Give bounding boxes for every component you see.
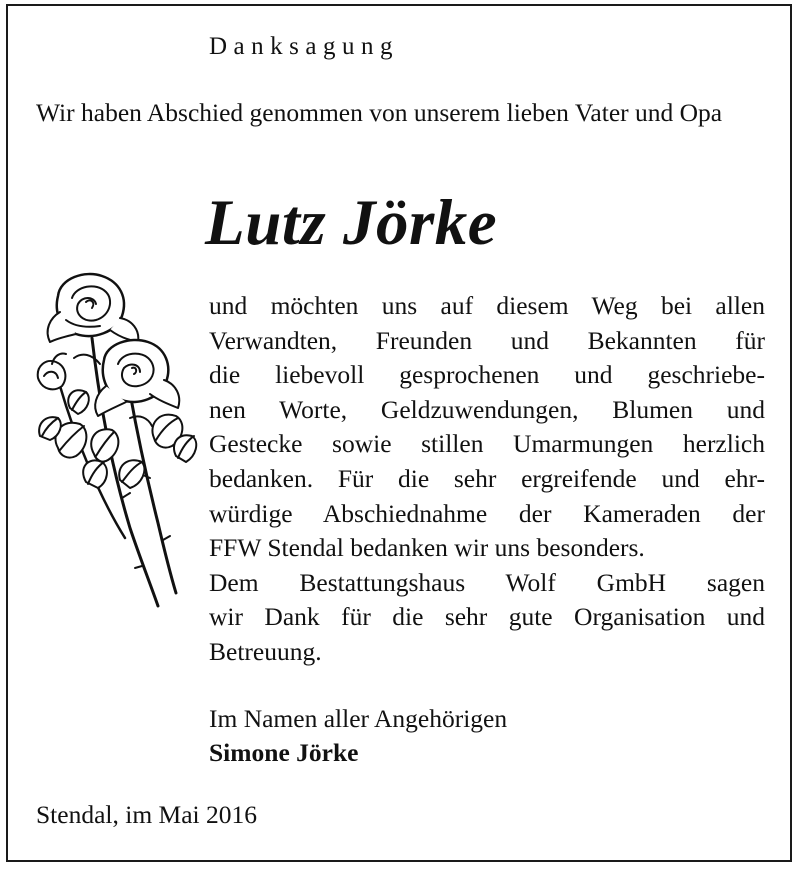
notice-intro: Wir haben Abschied genommen von unserem lieben Vater und Opa <box>36 98 723 127</box>
body-line: die liebevoll gesprochenen und geschriebe- <box>209 360 765 390</box>
body-line: Dem Bestattungshaus Wolf GmbH sagen <box>209 567 765 597</box>
body-line: bedanken. Für die sehr ergreifende und ehr- <box>209 463 765 493</box>
roses-illustration <box>30 268 200 613</box>
closing-block <box>209 702 507 770</box>
closing-text: Im Namen aller Angehörigen <box>209 704 508 733</box>
notice-heading: Danksagung <box>209 33 399 60</box>
deceased-name: Lutz Jörke <box>205 187 498 259</box>
body-line: FFW Stendal bedanken wir uns besonders. <box>209 533 645 563</box>
body-line: Gestecke sowie stillen Umarmungen herzlich <box>209 429 765 459</box>
body-line: wir Dank für die sehr gute Organisation und <box>209 602 765 632</box>
body-line: und möchten uns auf diesem Weg bei allen <box>209 291 765 320</box>
body-line: Betreuung. <box>209 636 322 666</box>
signer-name: Simone Jörke <box>209 738 359 767</box>
body-line: Verwandten, Freunden und Bekannten für <box>209 325 765 355</box>
notice-body <box>209 289 765 670</box>
body-line: nen Worte, Geldzuwendungen, Blumen und <box>209 394 765 424</box>
place-date: Stendal, im Mai 2016 <box>36 800 257 829</box>
body-line: würdige Abschiednahme der Kameraden der <box>209 498 765 528</box>
